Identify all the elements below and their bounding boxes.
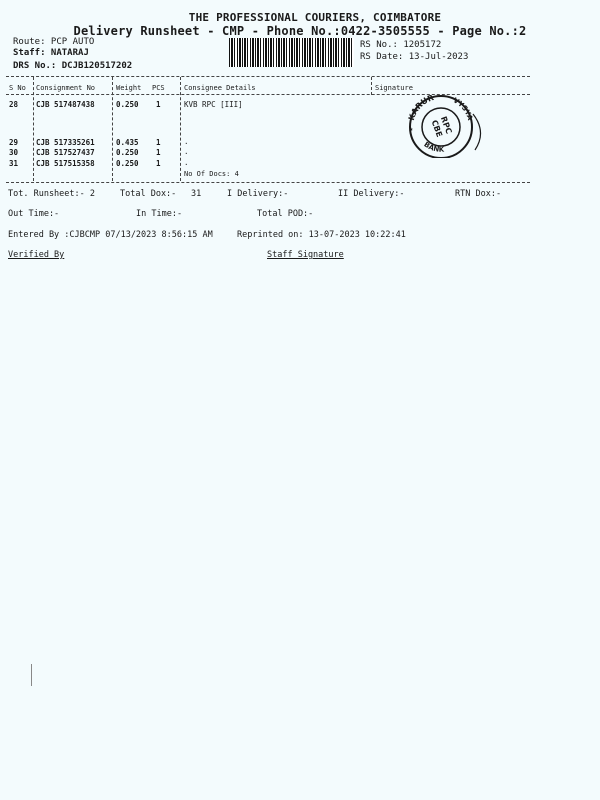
- table-row-pcs: 1: [156, 100, 161, 109]
- table-row-consignment: CJB 517527437: [36, 148, 95, 157]
- col-divider-4: [371, 77, 372, 95]
- in-time: In Time:-: [136, 209, 183, 219]
- company-title: THE PROFESSIONAL COURIERS, COIMBATORE: [188, 11, 442, 24]
- stamp-text-bottom: BANK: [422, 140, 445, 154]
- table-row-pcs: 1: [156, 138, 161, 147]
- route-label: Route: PCP AUTO: [13, 37, 95, 47]
- total-dox-label: Total Dox:-: [120, 189, 177, 199]
- table-row-consignee: .: [184, 137, 189, 146]
- col-divider-1: [33, 77, 34, 181]
- table-row-sno: 31: [9, 159, 19, 168]
- table-row-weight: 0.250: [116, 148, 139, 157]
- table-top-border: [6, 76, 530, 77]
- out-time: Out Time:-: [8, 209, 60, 219]
- bank-stamp: [403, 92, 483, 158]
- svg-text:VYSYA: [452, 96, 474, 121]
- col-header-signature: Signature: [375, 84, 413, 92]
- table-row-consignment: CJB 517335261: [36, 138, 95, 147]
- verified-by: Verified By: [8, 250, 65, 260]
- col-header-sno: S No: [9, 84, 26, 92]
- col-header-consignee: Consignee Details: [184, 84, 256, 92]
- table-row-consignment: CJB 517515358: [36, 159, 95, 168]
- total-dox-value: 31: [191, 189, 202, 199]
- stamp-center-rpc: RPC: [438, 115, 454, 136]
- table-bottom-border: [6, 182, 530, 183]
- table-row-consignee: .: [184, 147, 189, 156]
- col-divider-2: [112, 77, 113, 181]
- total-pod: Total POD:-: [257, 209, 314, 219]
- scan-mark: [31, 664, 32, 686]
- table-row-sno: 29: [9, 138, 19, 147]
- table-row-sno: 30: [9, 148, 19, 157]
- i-delivery: I Delivery:-: [227, 189, 289, 199]
- table-row-weight: 0.250: [116, 100, 139, 109]
- stamp-center-cbe: CBE: [429, 118, 444, 139]
- table-row-pcs: 1: [156, 148, 161, 157]
- star-icon: ★: [409, 125, 414, 133]
- col-divider-3: [180, 77, 181, 181]
- svg-text:BANK: [422, 141, 444, 154]
- stamp-text-mid: VYSYA: [451, 96, 475, 122]
- table-row-consignee: .: [184, 158, 189, 167]
- reprinted-on: Reprinted on: 13-07-2023 10:22:41: [237, 230, 406, 240]
- table-row-weight: 0.435: [116, 138, 139, 147]
- tot-runsheet: Tot. Runsheet:- 2: [8, 189, 95, 199]
- table-row-pcs: 1: [156, 159, 161, 168]
- entered-by: Entered By :CJBCMP 07/13/2023 8:56:15 AM: [8, 230, 213, 240]
- col-header-consignment: Consignment No: [36, 84, 96, 92]
- runsheet-subtitle: Delivery Runsheet - CMP - Phone No.:0422-3505555 - Page No.:2: [73, 24, 527, 38]
- barcode-image: [229, 38, 354, 67]
- table-row-sno: 28: [9, 100, 19, 109]
- staff-label: Staff: NATARAJ: [13, 48, 89, 58]
- rtn-dox: RTN Dox:-: [455, 189, 502, 199]
- col-header-weight: Weight: [116, 84, 142, 92]
- table-row-weight: 0.250: [116, 159, 139, 168]
- stamp-text-top: KARUR: [406, 93, 436, 122]
- table-row-consignee: KVB RPC [III]: [184, 100, 243, 109]
- rs-date: RS Date: 13-Jul-2023: [360, 52, 469, 62]
- table-row-consignment: CJB 517487438: [36, 100, 95, 109]
- drs-number: DRS No.: DCJB120517202: [13, 61, 133, 71]
- col-header-pcs: PCS: [152, 84, 165, 92]
- no-of-docs: No Of Docs: 4: [184, 170, 239, 178]
- rs-number: RS No.: 1205172: [360, 40, 442, 50]
- ii-delivery: II Delivery:-: [338, 189, 405, 199]
- svg-text:KARUR: [407, 93, 435, 122]
- staff-signature: Staff Signature: [267, 250, 344, 260]
